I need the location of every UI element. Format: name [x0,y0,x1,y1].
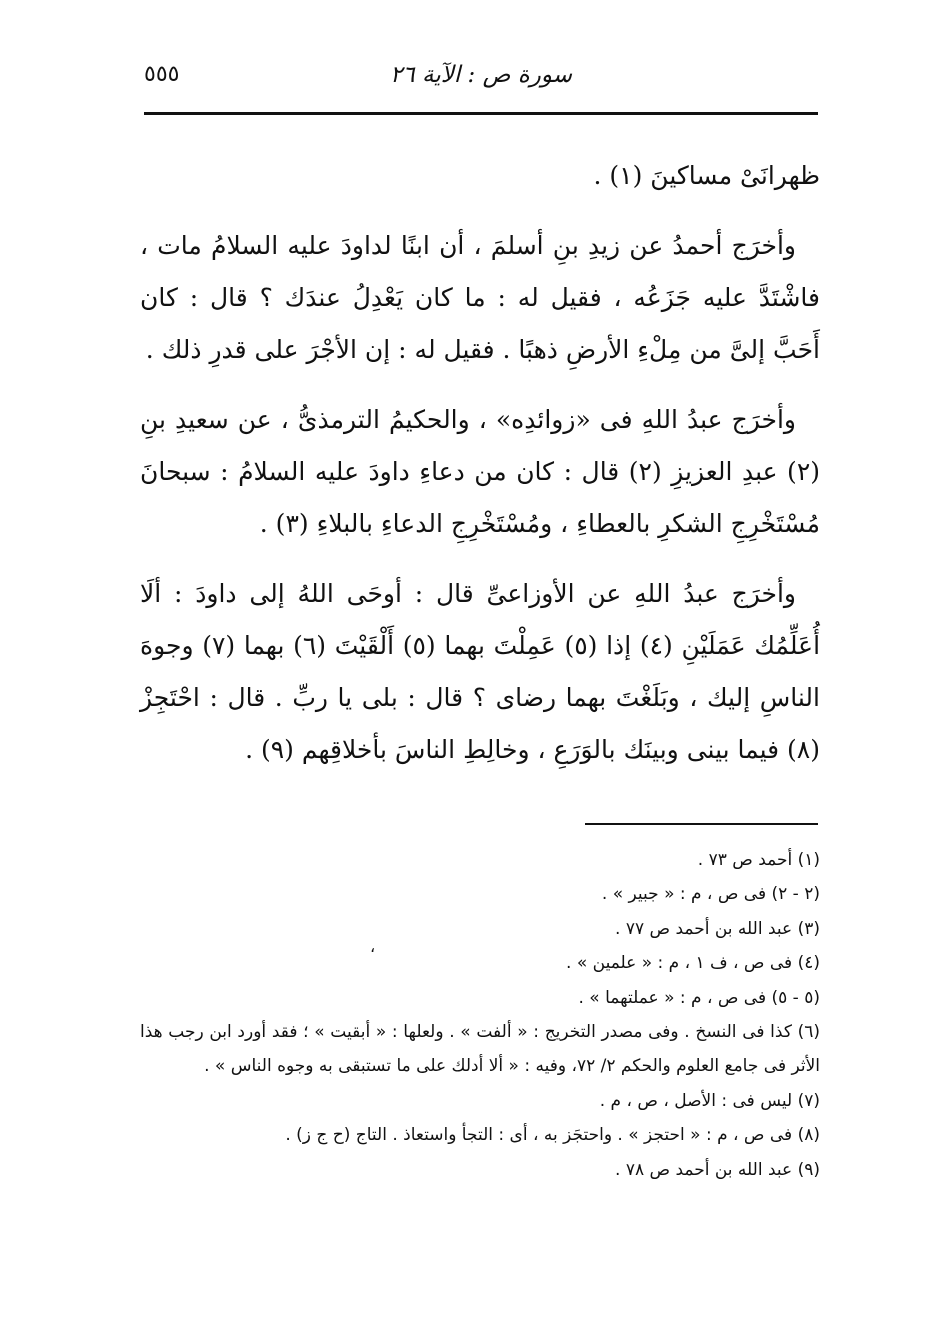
footnote: (٥ - ٥) فى ص ، م : « عملتهما » . [578,987,820,1008]
page-number: ٥٥٥ [144,62,180,87]
footnote: (٩) عبد الله بن أحمد ص ٧٨ . [615,1159,820,1180]
stray-mark: ، [370,937,376,956]
running-title: سورة ص : الآية ٢٦ [389,62,573,88]
header-rule [144,112,818,115]
footnote: (١) أحمد ص ٧٣ . [697,850,820,870]
footnote: (٦) كذا فى النسخ . وفى مصدر التخريج : « ألفت » . ولعلها : « أبقيت » ؛ فقد أورد ابن رجب هذا الأثر فى جامع العلوم والحكم ٢/ ٧٢، وفيه : « ألا أدلك على ما تستبقى به وجوه الناس » . [140,1022,820,1077]
paragraph: وأخرَج عبدُ اللهِ فى «زوائدِه» ، والحكيمُ الترمذىُّ ، عن سعيدِ بنِ (٢) عبدِ العزيزِ (٢) قال : كان من دعاءِ داودَ عليه السلامُ : سبحانَ مُسْتَخْرِجِ الشكرِ بالعطاءِ ، ومُسْتَخْرِجِ الدعاءِ بالبلاءِ (٣) . [140,405,821,538]
main-text [140,150,820,794]
footnotes [140,843,820,1187]
footnote: (٧) ليس فى : الأصل ، ص ، م . [599,1090,820,1111]
footnote: (٣) عبد الله بن أحمد ص ٧٧ . [615,918,820,939]
footnote-rule [585,823,818,825]
footnote: (٨) فى ص ، م : « احتجز » . واحتجَز به ، أى : التجأ واستعاذ . التاج (ح ج ز) . [285,1125,820,1146]
footnote: (٢ - ٢) فى ص ، م : « جبير » . [601,884,820,905]
page-header [144,62,818,102]
footnote: (٤) فى ص ، ف ١ ، م : « علمين » . [566,953,820,974]
paragraph: ظهرانَىْ مساكينَ (١) . [593,161,820,190]
paragraph: وأخرَج عبدُ اللهِ عن الأوزاعىِّ قال : أوحَى اللهُ إلى داودَ : ألَا أُعَلِّمُك عَمَلَيْنِ (٤) إذا (٥) عَمِلْتَ بهما (٥) أَلْقَيْتَ (٦) بهما (٧) وجوهَ الناسِ إليك ، وبَلَغْتَ بهما رضاى ؟ قال : بلى يا ربِّ . قال : احْتَجِزْ (٨) فيما بينى وبينَك بالوَرَعِ ، وخالِطِ الناسَ بأخلاقِهم (٩) . [140,579,821,764]
paragraph: وأخرَج أحمدُ عن زيدِ بنِ أسلمَ ، أن ابنًا لداودَ عليه السلامُ مات ، فاشْتَدَّ عليه جَزَعُه ، فقيل له : ما كان يَعْدِلُ عندَك ؟ قال : كان أَحَبَّ إلىَّ من مِلْءِ الأرضِ ذهبًا . فقيل له : إن الأجْرَ على قدرِ ذلك . [140,231,820,364]
